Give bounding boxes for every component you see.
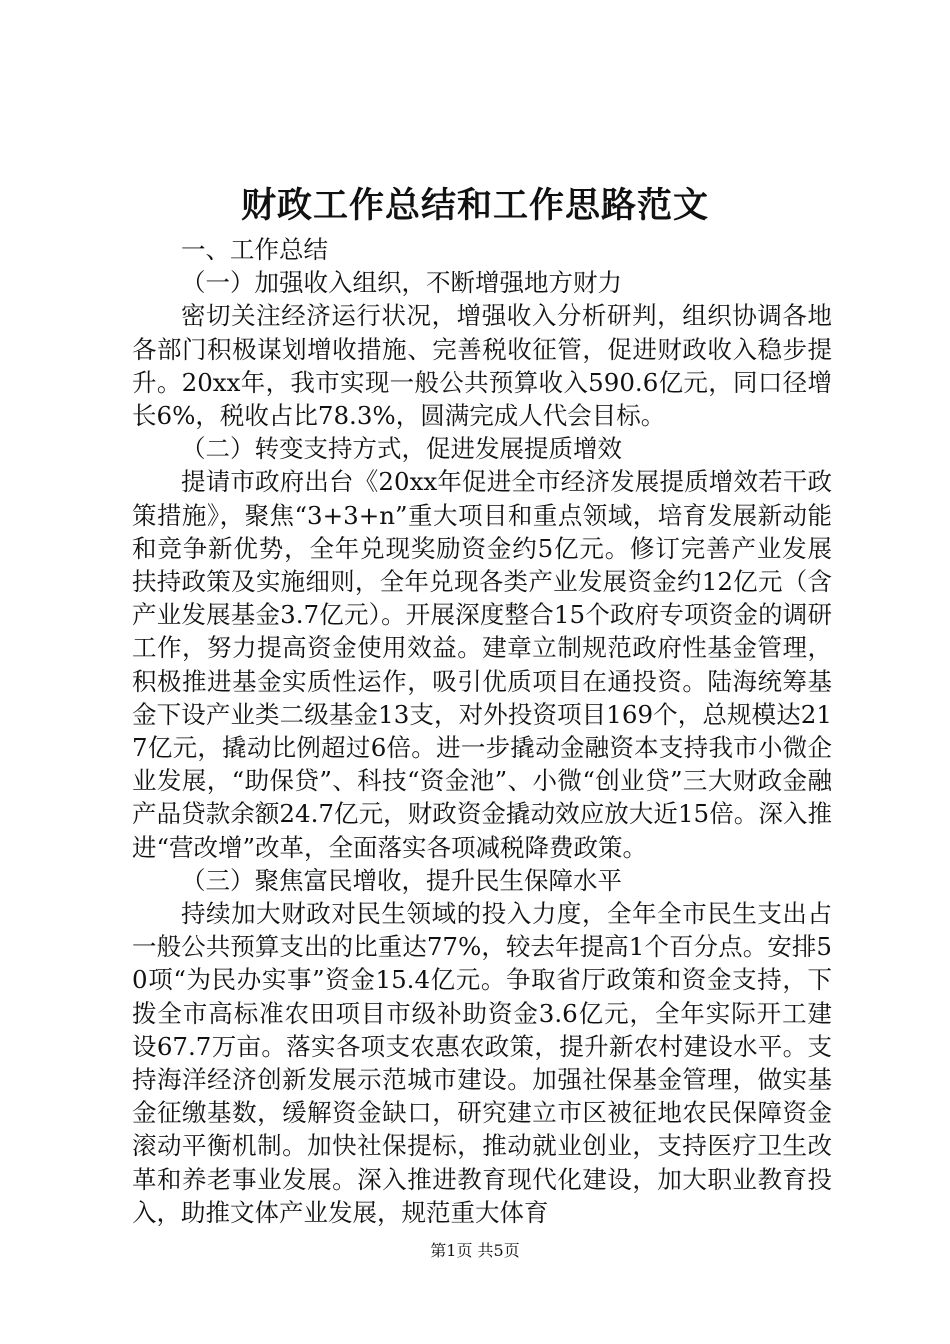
page-number-footer: 第1页 共5页 [430,1241,520,1260]
paragraph-1: 密切关注经济运行状况，增强收入分析研判，组织协调各地各部门积极谋划增收措施、完善税收征管，促进财政收入稳步提升。20xx年，我市实现一般公共预算收入590.6亿元，同口径增长6%，税收占比78.3%，圆满完成人代会目标。 [132,301,832,431]
document-body [132,233,832,1229]
section-heading: 一、工作总结 [181,235,328,264]
subsection-heading-1: （一）加强收入组织，不断增强地方财力 [181,268,622,298]
document-title: 财政工作总结和工作思路范文 [240,185,709,226]
paragraph-3: 持续加大财政对民生领域的投入力度，全年全市民生支出占一般公共预算支出的比重达77%，较去年提高1个百分点。安排50项“为民办实事”资金15.4亿元。争取省厅政策和资金支持，下拨全市高标准农田项目市级补助资金3.6亿元，全年实际开工建设67.7万亩。落实各项支农惠农政策，提升新农村建设水平。支持海洋经济创新发展示范城市建设。加强社保基金管理，做实基金征缴基数，缓解资金缺口，研究建立市区被征地农民保障资金滚动平衡机制。加快社保提标，推动就业创业，支持医疗卫生改革和养老事业发展。深入推进教育现代化建设，加大职业教育投入，助推文体产业发展，规范重大体育 [132,899,832,1227]
subsection-heading-2: （二）转变支持方式，促进发展提质增效 [181,434,622,464]
paragraph-2: 提请市政府出台《20xx年促进全市经济发展提质增效若干政策措施》，聚焦“3+3+n”重大项目和重点领域，培育发展新动能和竞争新优势，全年兑现奖励资金约5亿元。修订完善产业发展扶持政策及实施细则，全年兑现各类产业发展资金约12亿元（含产业发展基金3.7亿元）。开展深度整合15个政府专项资金的调研工作，努力提高资金使用效益。建章立制规范政府性基金管理，积极推进基金实质性运作，吸引优质项目在通投资。陆海统筹基金下设产业类二级基金13支，对外投资项目169个，总规模达217亿元，撬动比例超过6倍。进一步撬动金融资本支持我市小微企业发展，“助保贷”、科技“资金池”、小微“创业贷”三大财政金融产品贷款余额24.7亿元，财政资金撬动效应放大近15倍。深入推进“营改增”改革，全面落实各项减税降费政策。 [132,467,832,862]
subsection-heading-3: （三）聚焦富民增收，提升民生保障水平 [181,865,622,895]
